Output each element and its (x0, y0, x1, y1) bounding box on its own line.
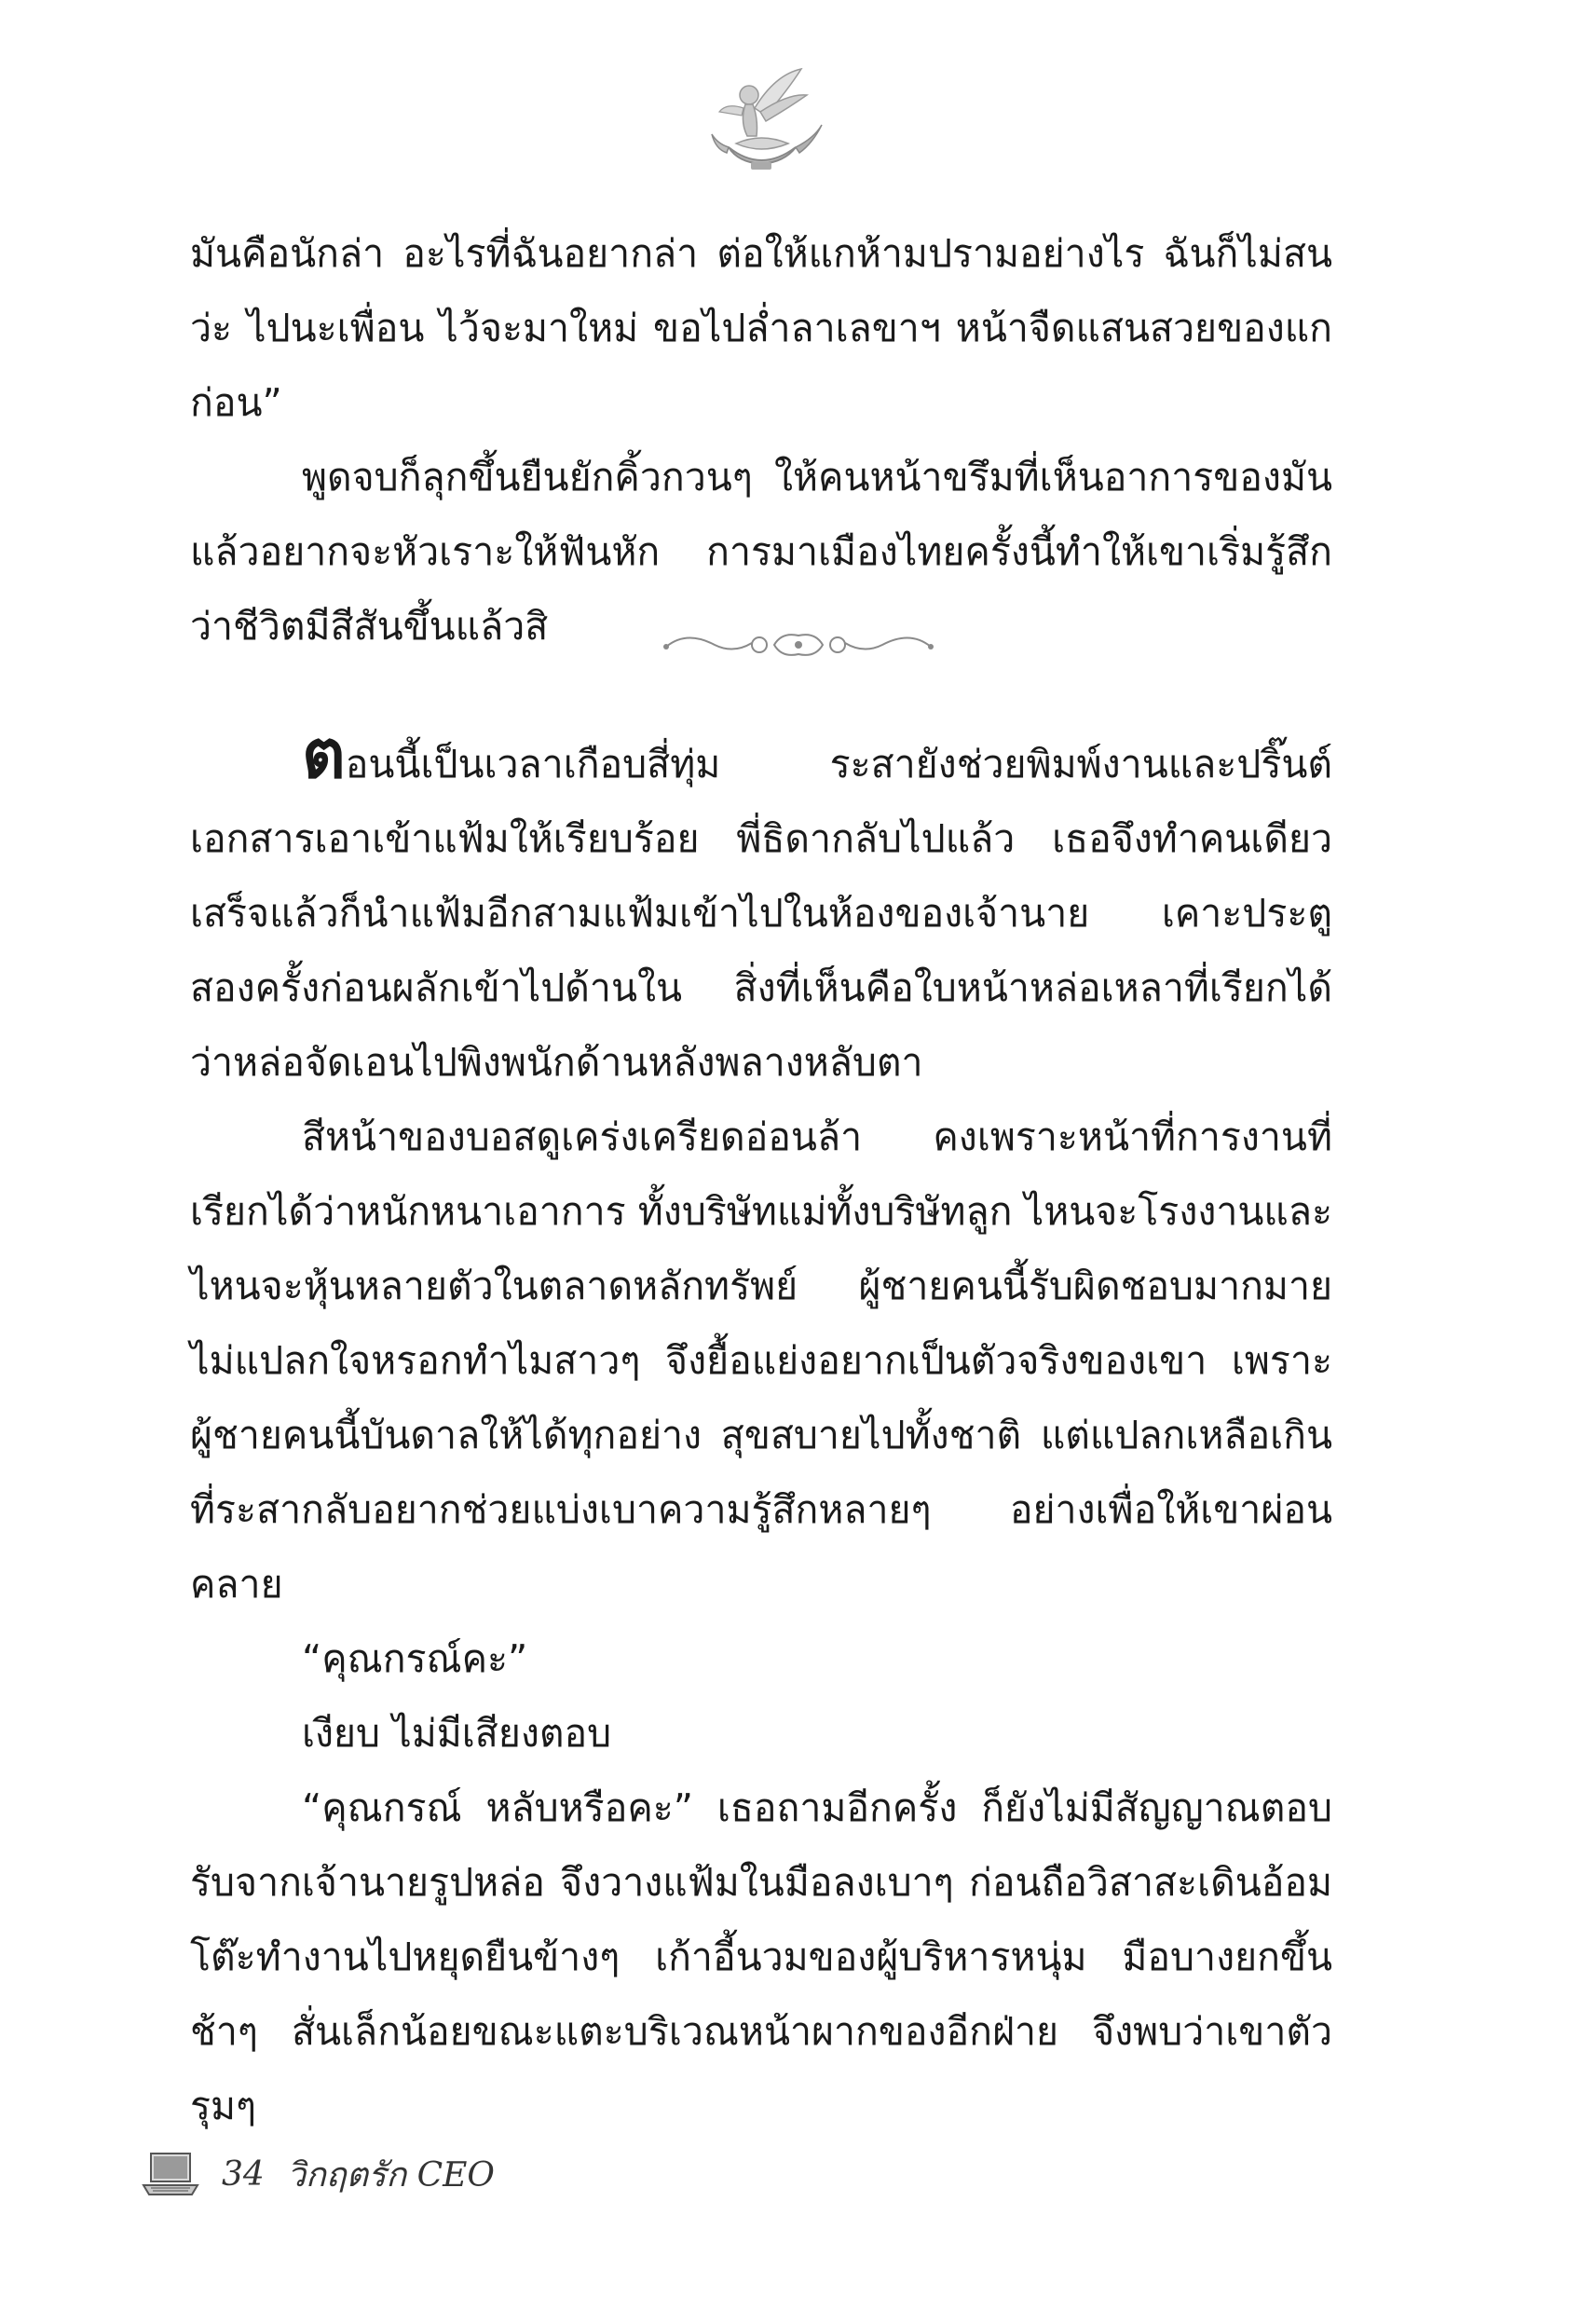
paragraph-text: อนนี้เป็นเวลาเกือบสี่ทุ่ม ระสายังช่วยพิมพ์งานและปริ๊นต์เอกสารเอาเข้าแฟ้มให้เรียบร้อย พี่ธิดากลับไปแล้ว เธอจึงทำคนเดียวเสร็จแล้วก็นำแฟ้มอีกสามแฟ้มเข้าไปในห้องของเจ้านาย เคาะประตูสองครั้งก่อนผลักเข้าไปด้านใน สิ่งที่เห็นคือใบหน้าหล่อเหลาที่เรียกได้ว่าหล่อจัดเอนไปพิงพนักด้านหลังพลางหลับตา (190, 742, 1332, 1085)
paragraph: มันคือนักล่า อะไรที่ฉันอยากล่า ต่อให้แกห้ามปรามอย่างไร ฉันก็ไม่สนว่ะ ไปนะเพื่อน ไว้จะมาใหม่ ขอไปล่ำลาเลขาฯ หน้าจืดแสนสวยของแกก่อน” (190, 231, 1332, 425)
laptop-icon (140, 2150, 201, 2198)
paragraph: พูดจบก็ลุกขึ้นยืนยักคิ้วกวนๆ ให้คนหน้าขรึมที่เห็นอาการของมันแล้วอยากจะหัวเราะให้ฟันหัก การมาเมืองไทยครั้งนี้ทำให้เขาเริ่มรู้สึกว่าชีวิตมีสีสันขึ้นแล้วสิ (190, 455, 1332, 649)
text-block-top (190, 216, 1332, 663)
book-title: วิกฤตรัก CEO (286, 2155, 495, 2195)
paragraph: สีหน้าของบอสดูเคร่งเครียดอ่อนล้า คงเพราะหน้าที่การงานที่เรียกได้ว่าหนักหนาเอาการ ทั้งบริษัทแม่ทั้งบริษัทลูก ไหนจะโรงงานและไหนจะหุ้นหลายตัวในตลาดหลักทรัพย์ ผู้ชายคนนี้รับผิดชอบมากมาย ไม่แปลกใจหรอกทำไมสาวๆ จึงยื้อแย่งอยากเป็นตัวจริงของเขา เพราะผู้ชายคนนี้บันดาลให้ได้ทุกอย่าง สุขสบายไปทั้งชาติ แต่แปลกเหลือเกินที่ระสากลับอยากช่วยแบ่งเบาความรู้สึกหลายๆ อย่างเพื่อให้เขาผ่อนคลาย (190, 1114, 1332, 1607)
cupid-lamp-ornament-icon (691, 47, 831, 186)
page-number: 34 (222, 2154, 265, 2194)
drop-cap-letter: ต (302, 715, 346, 793)
page-footer (140, 2141, 495, 2207)
text-block-main (190, 715, 1332, 2143)
floral-divider-icon (659, 622, 938, 667)
paragraph: เงียบ ไม่มีเสียงตอบ (302, 1711, 612, 1756)
paragraph: “คุณกรณ์ หลับหรือคะ” เธอถามอีกครั้ง ก็ยังไม่มีสัญญาณตอบรับจากเจ้านายรูปหล่อ จึงวางแฟ้มในมือลงเบาๆ ก่อนถือวิสาสะเดินอ้อมโต๊ะทำงานไปหยุดยืนข้างๆ เก้าอี้นวมของผู้บริหารหนุ่ม มือบางยกขึ้นช้าๆ สั่นเล็กน้อยขณะแตะบริเวณหน้าผากของอีกฝ่าย จึงพบว่าเขาตัวรุมๆ (190, 1785, 1332, 2128)
paragraph-dropcap (190, 715, 1332, 1100)
paragraph: “คุณกรณ์คะ” (302, 1636, 528, 1681)
